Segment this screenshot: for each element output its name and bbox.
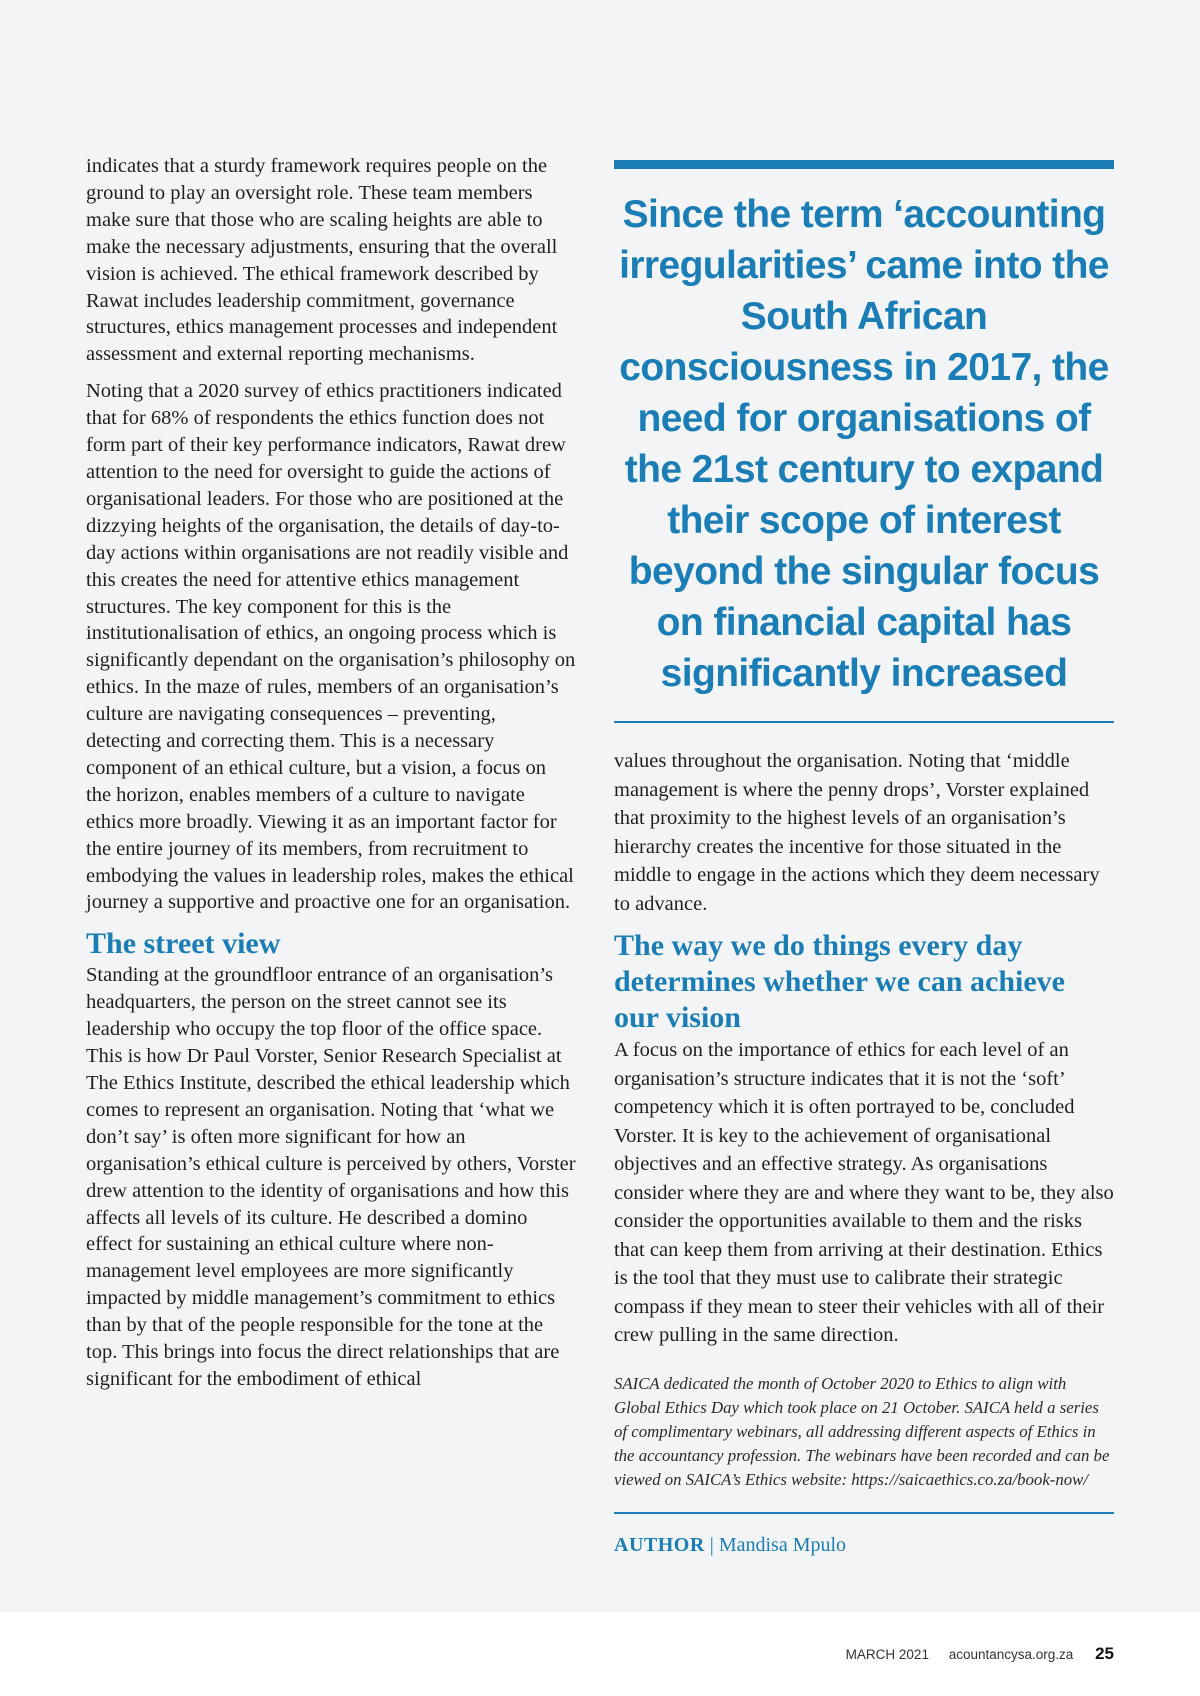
pull-quote-bottom-rule	[614, 721, 1114, 723]
section-heading-vision: The way we do things every day determines whether we can achieve our vision	[614, 929, 1065, 1034]
saica-note: SAICA dedicated the month of October 2020 to Ethics to align with Global Ethics Day which took place on 21 October. SAICA held a series of complimentary webinars, all addressing different aspects of Ethics in the accountancy profession. The webinars have been recorded and can be viewed on SAICA’s Ethics website: https://saicaethics.co.za/book-now/	[614, 1373, 1110, 1489]
body-paragraph: Noting that a 2020 survey of ethics practitioners indicated that for 68% of respondents the ethics function does not form part of their key performance indicators, Rawat drew attention to the need for oversight to guide the actions of organisational leaders. For those who are positioned at the dizzying heights of the organisation, the details of day-to-day actions within organisations are not readily visible and this creates the need for attentive ethics management structures. The key component for this is the institutionalisation of ethics, an ongoing process which is significantly dependant on the organisation’s philosophy on ethics. In the maze of rules, members of an organisation’s culture are navigating consequences – preventing, detecting and correcting them. This is a necessary component of an ethical culture, but a vision, a focus on the horizon, enables members of a culture to navigate ethics more broadly. Viewing it as an important factor for the entire journey of its members, from recruitment to embodying the values in leadership roles, makes the ethical journey a supportive and proactive one for an organisation.	[86, 380, 576, 914]
section-heading-street-view: The street view	[86, 927, 281, 961]
right-column	[614, 160, 1114, 1557]
author-divider	[614, 1512, 1114, 1514]
body-paragraph: values throughout the organisation. Noting that ‘middle management is where the penny drops’, Vorster explained that proximity to the highest levels of an organisation’s hierarchy creates the incentive for those situated in the middle to engage in the actions which they deem necessary to advance.	[614, 750, 1100, 915]
left-column	[86, 153, 576, 1403]
issue-date: MARCH 2021	[845, 1647, 929, 1662]
page-footer	[830, 1644, 1114, 1664]
body-paragraph: Standing at the groundfloor entrance of an organisation’s headquarters, the person on the street cannot see its leadership who occupy the top floor of the office space. This is how Dr Paul Vorster, Senior Research Specialist at The Ethics Institute, described the ethical leadership which comes to represent an organisation. Noting that ‘what we don’t say’ is often more significant for how an organisation’s ethical culture is perceived by others, Vorster drew attention to the identity of organisations and how this affects all levels of its culture. He described a domino effect for sustaining an ethical culture where non-management level employees are more significantly impacted by middle management’s commitment to ethics than by that of the people responsible for the tone at the top. This brings into focus the direct relationships that are significant for the embodiment of ethical	[86, 964, 576, 1390]
author-separator: |	[709, 1533, 714, 1556]
footer-website: acountancysa.org.za	[948, 1647, 1074, 1662]
author-credit	[614, 1534, 1114, 1557]
author-name: Mandisa Mpulo	[718, 1533, 847, 1556]
body-paragraph: A focus on the importance of ethics for each level of an organisation’s structure indicates that it is not the ‘soft’ competency which it is often portrayed to be, concluded Vorster. It is key to the achievement of organisational objectives and an effective strategy. As organisations consider where they are and where they want to be, they also consider the opportunities available to them and the risks that can keep them from arriving at their destination. Ethics is the tool that they must use to calibrate their strategic compass if they mean to steer their vehicles with all of their crew pulling in the same direction.	[614, 1039, 1114, 1346]
pull-quote: Since the term ‘accounting irregularities’ came into the South African consciousness in 2017, the need for organisations of the 21st century to expand their scope of interest beyond the singular focus on financial capital has significantly increased	[619, 193, 1109, 695]
pull-quote-top-rule	[614, 160, 1114, 169]
page-number: 25	[1095, 1644, 1114, 1663]
author-label: AUTHOR	[614, 1533, 705, 1556]
body-paragraph: indicates that a sturdy framework requires people on the ground to play an oversight role. These team members make sure that those who are scaling heights are able to make the necessary adjustments, ensuring that the overall vision is achieved. The ethical framework described by Rawat includes leadership commitment, governance structures, ethics management processes and independent assessment and external reporting mechanisms.	[86, 155, 558, 366]
